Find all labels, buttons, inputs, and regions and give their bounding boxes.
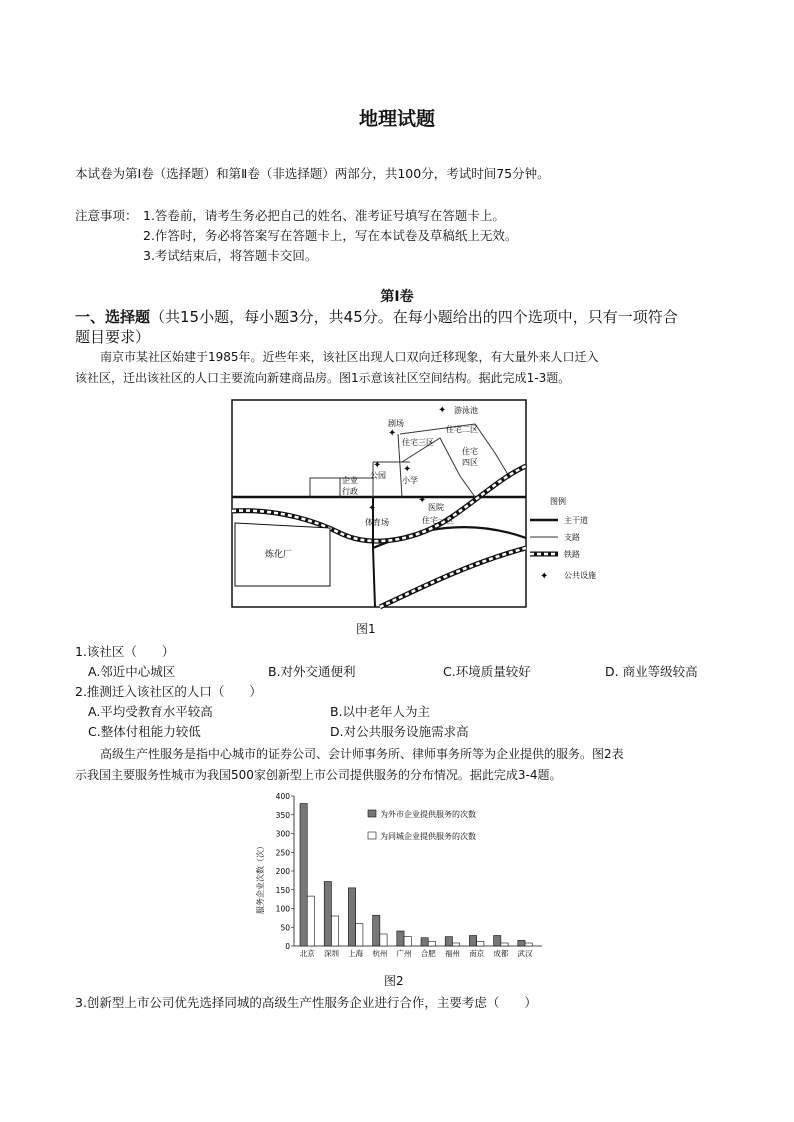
chart-y-tick-label: 200 — [275, 867, 290, 876]
chart-bar-outer — [300, 804, 307, 947]
chart-y-tick-label: 0 — [285, 942, 290, 951]
chart-bar-outer — [348, 888, 355, 946]
facility-marker-icon: ✦ — [540, 571, 549, 582]
chart-bar-local — [356, 924, 363, 947]
chart-bar-local — [331, 916, 338, 946]
chart-x-tick-label: 南京 — [469, 949, 485, 958]
map-label-theater: 剧场 — [388, 419, 404, 428]
passage2-line1: 高级生产性服务是指中心城市的证券公司、会计师事务所、律师事务所等为企业提供的服务。图2表 — [100, 747, 624, 761]
legend-facility: 公共设施 — [564, 571, 596, 580]
q2-option-d: D.对公共服务设施需求高 — [330, 724, 469, 739]
legend-title: 图例 — [550, 497, 566, 506]
chart-x-tick-label: 北京 — [299, 949, 315, 958]
chart-y-tick-label: 300 — [275, 829, 290, 839]
chart-x-tick-label: 深圳 — [323, 949, 339, 958]
chart-bar-local — [477, 942, 484, 947]
chart-x-tick-label: 合肥 — [420, 949, 436, 958]
chart-y-tick-label: 50 — [280, 923, 290, 933]
section-desc: （共15小题，每小题3分，共45分。在每小题给出的四个选项中，只有一项符合 — [150, 308, 678, 326]
q2-option-a: A.平均受教育水平较高 — [88, 704, 213, 719]
chart-bar-local — [380, 934, 387, 946]
q2-stem: 2.推测迁入该社区的人口（ ） — [75, 684, 262, 699]
passage2-line2: 示我国主要服务性城市为我国500家创新型上市公司提供服务的分布情况。据此完成3-4题。 — [75, 768, 562, 782]
chart-bar-local — [525, 943, 532, 946]
figure2-caption: 图2 — [384, 974, 404, 988]
map-label-hospital: 医院 — [428, 503, 444, 512]
chart-bar-local — [428, 942, 435, 947]
chart-x-tick-label: 成都 — [493, 949, 509, 958]
map-label-res2: 住宅二区 — [446, 425, 478, 434]
facility-marker-icon: ✦ — [368, 503, 377, 514]
facility-marker-icon: ✦ — [388, 428, 397, 439]
chart-bar-local — [307, 896, 314, 946]
facility-marker-icon: ✦ — [418, 495, 427, 506]
chart-bar-local — [452, 943, 459, 946]
chart-y-tick-label: 400 — [275, 792, 290, 801]
legend-main-road: 主干道 — [564, 516, 588, 525]
legend-branch-road: 支路 — [564, 533, 580, 542]
map-label-refinery: 炼化厂 — [265, 550, 293, 560]
chart-y-tick-label: 150 — [275, 885, 290, 895]
figure1-caption: 图1 — [356, 622, 376, 636]
chart-bar-outer — [469, 936, 476, 947]
q2-option-c: C.整体付租能力较低 — [88, 724, 201, 739]
q2-option-b: B.以中老年人为主 — [330, 704, 431, 719]
passage1-line2: 该社区，迁出该社区的人口主要流向新建商品房。图1示意该社区空间结构。据此完成1-3题。 — [75, 371, 571, 385]
q3-stem: 3.创新型上市公司优先选择同城的高级生产性服务企业进行合作，主要考虑（ ） — [75, 995, 537, 1010]
chart-bar-outer — [397, 931, 404, 946]
passage1-line1: 南京市某社区始建于1985年。近些年来，该社区出现人口双向迁移现象，有大量外来人口迁入 — [100, 350, 599, 364]
chart-bar-outer — [445, 937, 452, 946]
chart-bar-local — [404, 937, 411, 946]
map-label-enterprise-a: 企业 — [342, 476, 358, 485]
chart-bar-outer — [324, 882, 331, 947]
legend-railway: 铁路 — [564, 550, 580, 559]
q1-option-c: C.环境质量较好 — [443, 664, 531, 679]
facility-marker-icon: ✦ — [438, 405, 447, 416]
community-map — [230, 398, 630, 610]
section-title: 一、选择题 — [75, 308, 151, 326]
map-label-enterprise-b: 行政 — [342, 487, 358, 496]
section-heading — [75, 306, 678, 327]
map-label-park: 公园 — [370, 471, 386, 480]
section-desc-cont: 题目要求） — [75, 328, 151, 346]
chart-bar-local — [501, 943, 508, 946]
part-heading: 第Ⅰ卷 — [380, 289, 414, 305]
chart-x-tick-label: 武汉 — [517, 949, 533, 958]
map-label-res4a: 住宅 — [462, 447, 478, 456]
legend-local-series: 为同城企业提供服务的次数 — [380, 832, 476, 841]
note-item-3: 3.考试结束后，将答题卡交回。 — [143, 248, 318, 263]
service-bar-chart — [250, 788, 550, 968]
facility-marker-icon: ✦ — [373, 460, 382, 471]
q1-stem: 1.该社区（ ） — [75, 644, 175, 659]
map-label-res3: 住宅三区 — [402, 438, 434, 447]
chart-x-tick-label: 上海 — [348, 949, 364, 958]
q1-option-d: D. 商业等级较高 — [605, 664, 698, 679]
chart-x-tick-label: 杭州 — [372, 949, 388, 958]
facility-marker-icon: ✦ — [403, 464, 412, 475]
exam-intro: 本试卷为第Ⅰ卷（选择题）和第Ⅱ卷（非选择题）两部分，共100分，考试时间75分钟。 — [75, 166, 550, 181]
chart-y-tick-label: 350 — [275, 810, 290, 820]
chart-x-tick-label: 福州 — [444, 949, 460, 958]
chart-x-tick-label: 广州 — [396, 949, 412, 958]
map-label-school: 小学 — [402, 476, 418, 485]
map-label-gym: 体育场 — [365, 518, 389, 527]
chart-bar-outer — [494, 936, 501, 947]
chart-bar-outer — [518, 940, 525, 946]
note-item-1: 1.答卷前，请考生务必把自己的姓名、准考证号填写在答题卡上。 — [143, 208, 505, 223]
chart-y-tick-label: 100 — [275, 904, 290, 914]
chart-y-axis-label: 服务企业次数（次） — [256, 842, 265, 914]
chart-y-tick-label: 250 — [275, 848, 290, 858]
note-item-2: 2.作答时，务必将答案写在答题卡上，写在本试卷及草稿纸上无效。 — [143, 228, 518, 243]
page-title: 地理试题 — [358, 108, 435, 130]
q1-option-b: B.对外交通便利 — [268, 664, 356, 679]
map-label-res4b: 四区 — [462, 458, 478, 467]
q1-option-a: A.邻近中心城区 — [88, 664, 176, 679]
legend-outer-series: 为外市企业提供服务的次数 — [380, 810, 476, 819]
map-label-pool: 游泳池 — [454, 406, 478, 415]
notes-label: 注意事项： — [75, 208, 138, 223]
chart-bar-outer — [421, 938, 428, 946]
chart-bar-outer — [373, 915, 380, 946]
map-label-res1: 住宅一区 — [422, 516, 454, 525]
